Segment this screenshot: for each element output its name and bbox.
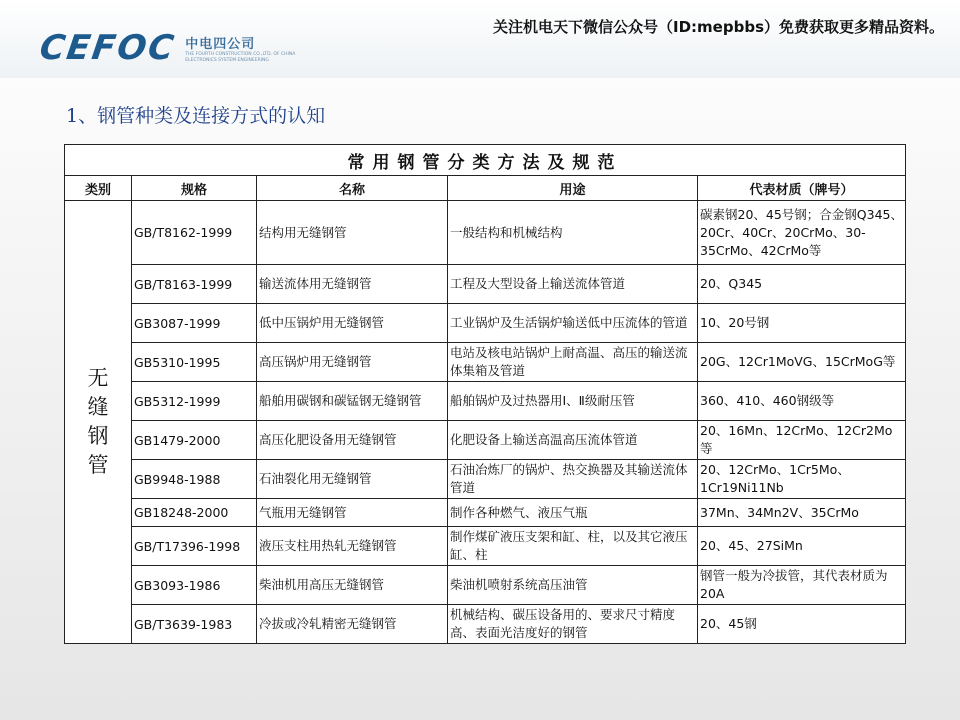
material-cell: 碳素钢20、45号钢；合金钢Q345、20Cr、40Cr、20CrMo、30-35CrMo、42CrMo等 bbox=[698, 201, 906, 265]
material-cell: 360、410、460钢级等 bbox=[698, 382, 906, 421]
material-cell: 20、12CrMo、1Cr5Mo、1Cr19Ni11Nb bbox=[698, 460, 906, 499]
table-row bbox=[65, 566, 906, 605]
spec-cell: GB5310-1995 bbox=[132, 343, 257, 382]
use-cell: 工业锅炉及生活锅炉输送低中压流体的管道 bbox=[448, 304, 698, 343]
name-cell: 输送流体用无缝钢管 bbox=[257, 265, 448, 304]
use-cell: 机械结构、碳压设备用的、要求尺寸精度高、表面光洁度好的钢管 bbox=[448, 605, 698, 644]
spec-cell: GB/T8163-1999 bbox=[132, 265, 257, 304]
table-row bbox=[65, 382, 906, 421]
spec-cell: GB3087-1999 bbox=[132, 304, 257, 343]
name-cell: 冷拔或冷轧精密无缝钢管 bbox=[257, 605, 448, 644]
table-title-row bbox=[65, 145, 906, 176]
spec-cell: GB/T3639-1983 bbox=[132, 605, 257, 644]
use-cell: 石油冶炼厂的锅炉、热交换器及其输送流体管道 bbox=[448, 460, 698, 499]
spec-cell: GB1479-2000 bbox=[132, 421, 257, 460]
use-cell: 制作各种燃气、液压气瓶 bbox=[448, 499, 698, 527]
name-cell: 柴油机用高压无缝钢管 bbox=[257, 566, 448, 605]
logo-company-name: 中电四公司 bbox=[185, 36, 256, 52]
spec-cell: GB3093-1986 bbox=[132, 566, 257, 605]
company-logo bbox=[37, 28, 315, 68]
use-cell: 电站及核电站锅炉上耐高温、高压的输送流体集箱及管道 bbox=[448, 343, 698, 382]
use-cell: 柴油机喷射系统高压油管 bbox=[448, 566, 698, 605]
material-cell: 10、20号钢 bbox=[698, 304, 906, 343]
header-name: 名称 bbox=[257, 176, 448, 201]
name-cell: 高压化肥设备用无缝钢管 bbox=[257, 421, 448, 460]
table-row bbox=[65, 265, 906, 304]
table-row bbox=[65, 343, 906, 382]
header-material: 代表材质（牌号） bbox=[698, 176, 906, 201]
material-cell: 20、45、27SiMn bbox=[698, 527, 906, 566]
name-cell: 船舶用碳钢和碳锰钢无缝钢管 bbox=[257, 382, 448, 421]
logo-text bbox=[185, 33, 315, 64]
use-cell: 船舶锅炉及过热器用Ⅰ、Ⅱ级耐压管 bbox=[448, 382, 698, 421]
material-cell: 20、Q345 bbox=[698, 265, 906, 304]
category-label: 无缝钢管 bbox=[87, 366, 109, 477]
steel-pipe-table bbox=[64, 144, 906, 644]
table-row bbox=[65, 421, 906, 460]
use-cell: 化肥设备上输送高温高压流体管道 bbox=[448, 421, 698, 460]
use-cell: 工程及大型设备上输送流体管道 bbox=[448, 265, 698, 304]
spec-cell: GB18248-2000 bbox=[132, 499, 257, 527]
material-cell: 20、45钢 bbox=[698, 605, 906, 644]
table-row bbox=[65, 460, 906, 499]
spec-cell: GB5312-1999 bbox=[132, 382, 257, 421]
table-header-row bbox=[65, 176, 906, 201]
category-cell bbox=[65, 201, 132, 644]
table-row bbox=[65, 304, 906, 343]
material-cell: 钢管一般为冷拔管，其代表材质为20A bbox=[698, 566, 906, 605]
name-cell: 石油裂化用无缝钢管 bbox=[257, 460, 448, 499]
material-cell: 20、16Mn、12CrMo、12Cr2Mo等 bbox=[698, 421, 906, 460]
name-cell: 气瓶用无缝钢管 bbox=[257, 499, 448, 527]
logo-company-english: THE FOURTH CONSTRUCTION CO.,LTD. OF CHINA ELECTRONICS SYSTEM ENGINEERING bbox=[185, 51, 296, 63]
use-cell: 制作煤矿液压支架和缸、柱，以及其它液压缸、柱 bbox=[448, 527, 698, 566]
slide-title: 1、钢管种类及连接方式的认知 bbox=[66, 105, 326, 127]
name-cell: 低中压锅炉用无缝钢管 bbox=[257, 304, 448, 343]
table-title: 常用钢管分类方法及规范 bbox=[65, 145, 906, 176]
logo-mark: CEFOC bbox=[37, 28, 179, 68]
spec-cell: GB/T8162-1999 bbox=[132, 201, 257, 265]
table-row bbox=[65, 201, 906, 265]
wechat-banner: 关注机电天下微信公众号（ID:mepbbs）免费获取更多精品资料。 bbox=[493, 18, 944, 36]
header-category: 类别 bbox=[65, 176, 132, 201]
table-row bbox=[65, 605, 906, 644]
table-row bbox=[65, 527, 906, 566]
name-cell: 液压支柱用热轧无缝钢管 bbox=[257, 527, 448, 566]
material-cell: 20G、12Cr1MoVG、15CrMoG等 bbox=[698, 343, 906, 382]
spec-cell: GB/T17396-1998 bbox=[132, 527, 257, 566]
header-spec: 规格 bbox=[132, 176, 257, 201]
name-cell: 结构用无缝钢管 bbox=[257, 201, 448, 265]
use-cell: 一般结构和机械结构 bbox=[448, 201, 698, 265]
table-row bbox=[65, 499, 906, 527]
spec-cell: GB9948-1988 bbox=[132, 460, 257, 499]
material-cell: 37Mn、34Mn2V、35CrMo bbox=[698, 499, 906, 527]
name-cell: 高压锅炉用无缝钢管 bbox=[257, 343, 448, 382]
header-use: 用途 bbox=[448, 176, 698, 201]
